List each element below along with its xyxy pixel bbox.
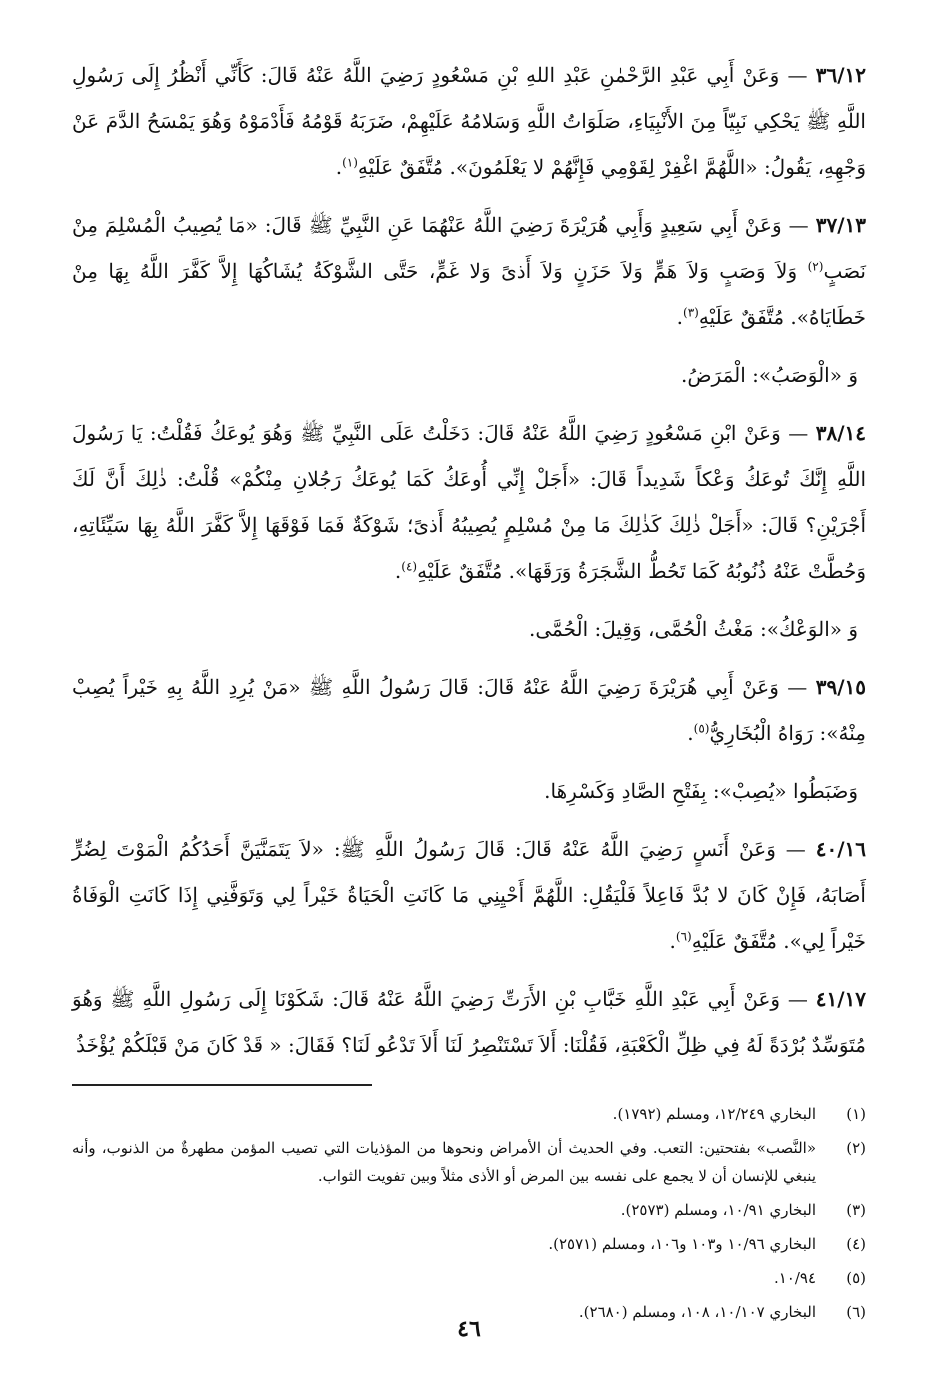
hadith-number: ٤٠/١٦ — [815, 837, 867, 861]
footnote-2 — [72, 1134, 866, 1190]
hadith-41 — [72, 976, 866, 1068]
hadith-number: ٣٩/١٥ — [815, 675, 867, 699]
footnote-divider — [72, 1084, 372, 1086]
footnote-number: (٥) — [846, 1269, 866, 1287]
footnote-ref: (٦) — [675, 929, 692, 944]
hadith-number: ٣٦/١٢ — [815, 63, 866, 87]
hadith-37: ٣٧/١٣ — وَعَنْ أَبِي سَعِيدٍ وَأَبِي هُرَيْرَةَ رَضِيَ اللَّهُ عَنْهُمَا عَنِ النَّبِيِّ ﷺ قَالَ: «مَا يُصِيبُ الْمُسْلِمَ مِنْ نَصَبٍ$^{(٢)}$ وَلاَ وَصَبٍ وَلاَ هَمٍّ وَلاَ حَزَنٍ وَلاَ أَذىً وَلا غَمٍّ، حَتَّى الشَّوْكَةُ يُشَاكُهَا إِلاَّ كَفَّرَ اللَّهُ بِهَا مِنْ خَطَايَاهُ». مُتَّفَقٌ عَلَيْهِ$^{(٣)}$. — [72, 213, 866, 329]
hadith-text: — وَعَنْ أَنَسٍ رَضِيَ اللَّهُ عَنْهُ قَالَ: قَالَ رَسُولُ اللَّهِ ﷺ: «لاَ يَتَمَنَّيَنَّ أَحَدُكُمُ الْمَوْتَ لِضُرٍّ أَصَابَهُ، فَإِنْ كَانَ لا بُدَّ فَاعِلاً فَلْيَقُلِ: اللَّهُمَّ أَحْيِنِي مَا كَانَتِ الْحَيَاةُ خَيْراً لِي وَتَوَفَّنِي إِذَا كَانَتِ الْوَفَاةُ خَيْراً لِي». مُتَّفَقٌ عَلَيْهِ — [72, 837, 866, 953]
footnote-number: (٣) — [846, 1201, 866, 1219]
footnote-ref: (٥) — [693, 721, 710, 736]
footnote-text: ١٠/٩٤. — [773, 1269, 816, 1287]
hadith-text: — وَعَنْ أَبِي هُرَيْرَةَ رَضِيَ اللَّهُ عَنْهُ قَالَ: قَالَ رَسُولُ اللَّهِ ﷺ «مَنْ يُرِدِ اللَّهُ بِهِ خَيْراً يُصِبْ مِنْهُ»: رَوَاهُ الْبُخَارِيُّ — [72, 675, 866, 745]
hadith-number: ٣٨/١٤ — [815, 421, 867, 445]
footnotes — [72, 1100, 866, 1326]
footnote-5 — [72, 1264, 866, 1292]
footnote-number: (٤) — [846, 1235, 866, 1253]
hadith-text-continued: وَلاَ وَصَبٍ وَلاَ هَمٍّ وَلاَ حَزَنٍ وَلاَ أَذىً وَلا غَمٍّ، حَتَّى الشَّوْكَةُ يُشَاكُهَا إِلاَّ كَفَّرَ اللَّهُ بِهَا مِنْ خَطَايَاهُ». مُتَّفَقٌ عَلَيْهِ — [72, 259, 866, 329]
footnote-ref: (٢) — [807, 259, 824, 274]
hadith-text: — وَعَنْ أَبِي عَبْدِ اللَّهِ خَبَّابِ بْنِ الأَرَتِّ رَضِيَ اللَّهُ عَنْهُ قَالَ: شَكَوْنَا إِلَى رَسُولِ اللَّهِ ﷺ وَهُوَ مُتَوَسِّدٌ بُرْدَةً لَهُ فِي ظِلِّ الْكَعْبَةِ، فَقُلْنَا: أَلاَ تَسْتَنْصِرُ لَنَا أَلاَ تَدْعُو لَنَا؟ فَقَالَ: « قَدْ كَانَ مَنْ قَبْلَكُمْ يُؤْخَذُ — [72, 987, 866, 1057]
hadith-text: — وَعَنْ أَبِي عَبْدِ الرَّحْمٰنِ عَبْدِ اللهِ بْنِ مَسْعُودٍ رَضِيَ اللَّهُ عَنْهُ قَالَ: كَأَنِّي أَنْظُرُ إِلَى رَسُولِ اللَّهِ ﷺ يَحْكِي نَبِيّاً مِنَ الأَنْبِيَاءِ، صَلَوَاتُ اللَّهِ وَسَلامُهُ عَلَيْهِمْ، ضَرَبَهُ قَوْمُهُ فَأَدْمَوْهُ وَهُوَ يَمْسَحُ الدَّمَ عَنْ وَجْهِهِ، يَقُولُ: «اللَّهُمَّ اغْفِرْ لِقَوْمِي فَإِنَّهُمْ لا يَعْلَمُونَ». مُتَّفَقٌ عَلَيْهِ — [72, 63, 866, 179]
footnote-text: البخاري ١٢/٢٤٩، ومسلم (١٧٩٢). — [612, 1105, 816, 1123]
footnote-number: (٦) — [846, 1303, 866, 1321]
hadith-text: — وَعَنْ أَبِي سَعِيدٍ وَأَبِي هُرَيْرَةَ رَضِيَ اللَّهُ عَنْهُمَا عَنِ النَّبِيِّ ﷺ قَالَ: «مَا يُصِيبُ الْمُسْلِمَ مِنْ نَصَبٍ — [72, 213, 866, 283]
hadith-39: ٣٩/١٥ — وَعَنْ أَبِي هُرَيْرَةَ رَضِيَ اللَّهُ عَنْهُ قَالَ: قَالَ رَسُولُ اللَّهِ ﷺ «مَنْ يُرِدِ اللَّهُ بِهِ خَيْراً يُصِبْ مِنْهُ»: رَوَاهُ الْبُخَارِيُّ$^{(٥)}$. — [72, 675, 867, 745]
footnote-1 — [72, 1100, 866, 1128]
footnote-number: (٢) — [846, 1139, 866, 1157]
gloss-wasab: وَ «الْوَصَبُ»: الْمَرَضُ. — [681, 363, 858, 387]
hadith-40: ٤٠/١٦ — وَعَنْ أَنَسٍ رَضِيَ اللَّهُ عَنْهُ قَالَ: قَالَ رَسُولُ اللَّهِ ﷺ: «لاَ يَتَمَنَّيَنَّ أَحَدُكُمُ الْمَوْتَ لِضُرٍّ أَصَابَهُ، فَإِنْ كَانَ لا بُدَّ فَاعِلاً فَلْيَقُلِ: اللَّهُمَّ أَحْيِنِي مَا كَانَتِ الْحَيَاةُ خَيْراً لِي وَتَوَفَّنِي إِذَا كَانَتِ الْوَفَاةُ خَيْراً لِي». مُتَّفَقٌ عَلَيْهِ$^{(٦)}$. — [72, 837, 867, 953]
hadith-number: ٤١/١٧ — [815, 987, 866, 1011]
footnote-ref: (٣) — [683, 305, 699, 320]
hadith-36: ٣٦/١٢ — وَعَنْ أَبِي عَبْدِ الرَّحْمٰنِ عَبْدِ اللهِ بْنِ مَسْعُودٍ رَضِيَ اللَّهُ عَنْهُ قَالَ: كَأَنِّي أَنْظُرُ إِلَى رَسُولِ اللَّهِ ﷺ يَحْكِي نَبِيّاً مِنَ الأَنْبِيَاءِ، صَلَوَاتُ اللَّهِ وَسَلامُهُ عَلَيْهِمْ، ضَرَبَهُ قَوْمُهُ فَأَدْمَوْهُ وَهُوَ يَمْسَحُ الدَّمَ عَنْ وَجْهِهِ، يَقُولُ: «اللَّهُمَّ اغْفِرْ لِقَوْمِي فَإِنَّهُمْ لا يَعْلَمُونَ». مُتَّفَقٌ عَلَيْهِ$^{(١)}$. — [72, 63, 866, 179]
footnote-3 — [72, 1196, 866, 1224]
footnote-text: البخاري ١٠/١٠٧، ١٠٨، ومسلم (٢٦٨٠). — [578, 1303, 816, 1321]
hadith-text: — وَعَنْ ابْنِ مَسْعُودٍ رَضِيَ اللَّهُ عَنْهُ قَالَ: دَخَلْتُ عَلَى النَّبِيِّ ﷺ وَهُوَ يُوعَكُ فَقُلْتُ: يَا رَسُولَ اللَّهِ إِنَّكَ تُوعَكُ وَعْكاً شَدِيداً قَالَ: «أَجَلْ إِنِّي أُوعَكُ كَمَا يُوعَكُ رَجُلانِ مِنْكُمْ» قُلْتُ: ذٰلِكَ أَنَّ لَكَ أَجْرَيْنِ؟ قَالَ: «أَجَلْ ذٰلِكَ كَذٰلِكَ مَا مِنْ مُسْلِمٍ يُصِيبُهُ أَذىً؛ شَوْكَةٌ فَمَا فَوْقَهَا إِلاَّ كَفَّرَ اللَّهُ بِهَا سَيِّئَاتِهِ، وَحُطَّتْ عَنْهُ ذُنُوبُهُ كَمَا تَحُطُّ الشَّجَرَةُ وَرَقَهَا». مُتَّفَقٌ عَلَيْهِ — [72, 421, 866, 583]
footnote-ref: (١) — [342, 155, 358, 170]
page-number: ٤٦ — [457, 1316, 481, 1342]
hadith-number: ٣٧/١٣ — [815, 213, 866, 237]
footnote-text: البخاري ١٠/٩٦ و١٠٣ و١٠٦، ومسلم (٢٥٧١). — [548, 1235, 816, 1253]
hadith-38: ٣٨/١٤ — وَعَنْ ابْنِ مَسْعُودٍ رَضِيَ اللَّهُ عَنْهُ قَالَ: دَخَلْتُ عَلَى النَّبِيِّ ﷺ وَهُوَ يُوعَكُ فَقُلْتُ: يَا رَسُولَ اللَّهِ إِنَّكَ تُوعَكُ وَعْكاً شَدِيداً قَالَ: «أَجَلْ إِنِّي أُوعَكُ كَمَا يُوعَكُ رَجُلانِ مِنْكُمْ» قُلْتُ: ذٰلِكَ أَنَّ لَكَ أَجْرَيْنِ؟ قَالَ: «أَجَلْ ذٰلِكَ كَذٰلِكَ مَا مِنْ مُسْلِمٍ يُصِيبُهُ أَذىً؛ شَوْكَةٌ فَمَا فَوْقَهَا إِلاَّ كَفَّرَ اللَّهُ بِهَا سَيِّئَاتِهِ، وَحُطَّتْ عَنْهُ ذُنُوبُهُ كَمَا تَحُطُّ الشَّجَرَةُ وَرَقَهَا». مُتَّفَقٌ عَلَيْهِ$^{(٤)}$. — [72, 421, 867, 583]
gloss-waak: وَ «الوَعْكُ»: مَغْثُ الْحُمَّى، وَقِيلَ: الْحُمَّى. — [529, 617, 858, 641]
footnote-number: (١) — [846, 1105, 866, 1123]
footnote-ref: (٤) — [401, 559, 418, 574]
footnote-text: البخاري ١٠/٩١، ومسلم (٢٥٧٣). — [620, 1201, 816, 1219]
footnote-text: «النَّصب» بفتحتين: التعب. وفي الحديث أن الأمراض ونحوها من المؤذيات التي تصيب المؤمن مطهرةٌ من الذنوب، وأنه ينبغي للإنسان أن لا يجمع على نفسه بين المرض أو الأذى مثلاً وبين تفويت الثواب. — [72, 1139, 816, 1185]
gloss-yusab: وَضَبَطُوا «يُصِبْ»: بِفَتْحِ الصَّادِ وَكَسْرِهَا. — [544, 779, 858, 803]
footnote-4 — [72, 1230, 866, 1258]
